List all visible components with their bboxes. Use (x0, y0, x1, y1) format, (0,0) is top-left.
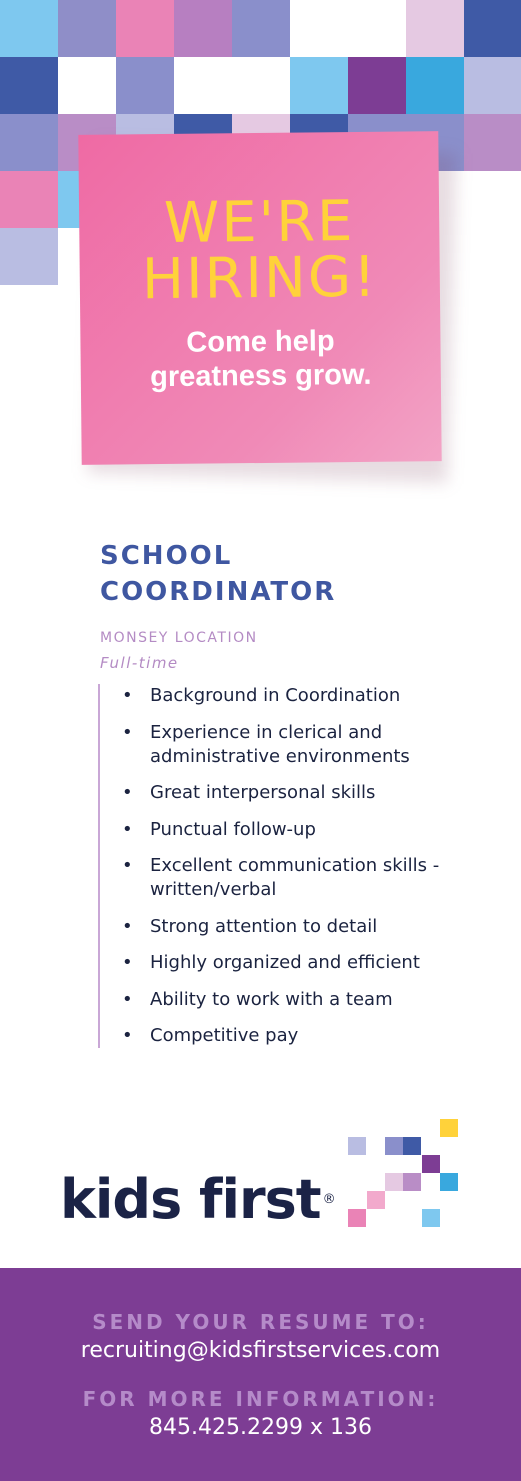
mosaic-tile (174, 0, 232, 57)
mosaic-tile (464, 114, 521, 171)
logo-mosaic (340, 1115, 470, 1230)
logo-square (403, 1173, 421, 1191)
mosaic-tile (58, 0, 116, 57)
tagline-line-2: greatness grow. (149, 358, 372, 394)
mosaic-tile (290, 57, 348, 114)
requirement-item: • Strong attention to detail (122, 915, 498, 939)
requirement-item: • Competitive pay (122, 1024, 498, 1048)
logo-square (385, 1137, 403, 1155)
requirement-item: • Experience in clerical and administrative environments (122, 721, 498, 769)
tagline-line-1: Come help (186, 325, 335, 359)
requirement-item: • Ability to work with a team (122, 988, 498, 1012)
mosaic-tile (0, 171, 58, 228)
logo-square (440, 1119, 458, 1137)
logo-square (403, 1137, 421, 1155)
job-title-line-1: SCHOOL (100, 541, 233, 571)
requirement-item: • Great interpersonal skills (122, 781, 498, 805)
logo-square (367, 1191, 385, 1209)
registered-mark: ® (322, 1192, 335, 1207)
phone-number[interactable]: 845.425.2299 x 136 (149, 1415, 372, 1440)
job-posting (100, 538, 500, 1061)
sticky-note (78, 131, 441, 465)
headline (79, 189, 440, 313)
mosaic-tile (464, 0, 521, 57)
tagline (80, 323, 441, 395)
logo-square (348, 1137, 366, 1155)
info-label: FOR MORE INFORMATION: (82, 1387, 439, 1411)
kids-first-logo (60, 1170, 335, 1230)
contact-footer (0, 1268, 521, 1481)
logo-square (440, 1173, 458, 1191)
headline-line-2: HIRING! (141, 244, 379, 313)
mosaic-tile (116, 0, 174, 57)
mosaic-tile (0, 0, 58, 57)
mosaic-tile (116, 57, 174, 114)
resume-label: SEND YOUR RESUME TO: (92, 1310, 429, 1334)
logo-square (422, 1209, 440, 1227)
logo-square (385, 1173, 403, 1191)
requirements-list (98, 684, 498, 1048)
logo-square (348, 1209, 366, 1227)
mosaic-tile (0, 114, 58, 171)
mosaic-tile (0, 228, 58, 285)
job-schedule: Full-time (100, 654, 179, 672)
job-title-line-2: COORDINATOR (100, 577, 337, 607)
logo-wordmark: kids first (60, 1168, 321, 1231)
requirement-item: • Background in Coordination (122, 684, 498, 708)
mosaic-tile (348, 57, 406, 114)
requirement-item: • Excellent communication skills - written/verbal (122, 854, 498, 902)
mosaic-tile (406, 0, 464, 57)
email-address[interactable]: recruiting@kidsfirstservices.com (80, 1338, 441, 1363)
mosaic-tile (0, 57, 58, 114)
requirement-item: • Punctual follow-up (122, 818, 498, 842)
mosaic-tile (406, 57, 464, 114)
job-title (100, 538, 500, 610)
headline-line-1: WE'RE (163, 189, 355, 256)
requirement-item: • Highly organized and efficient (122, 951, 498, 975)
logo-square (422, 1155, 440, 1173)
job-location: MONSEY LOCATION (100, 630, 258, 646)
mosaic-tile (232, 0, 290, 57)
mosaic-tile (464, 57, 521, 114)
